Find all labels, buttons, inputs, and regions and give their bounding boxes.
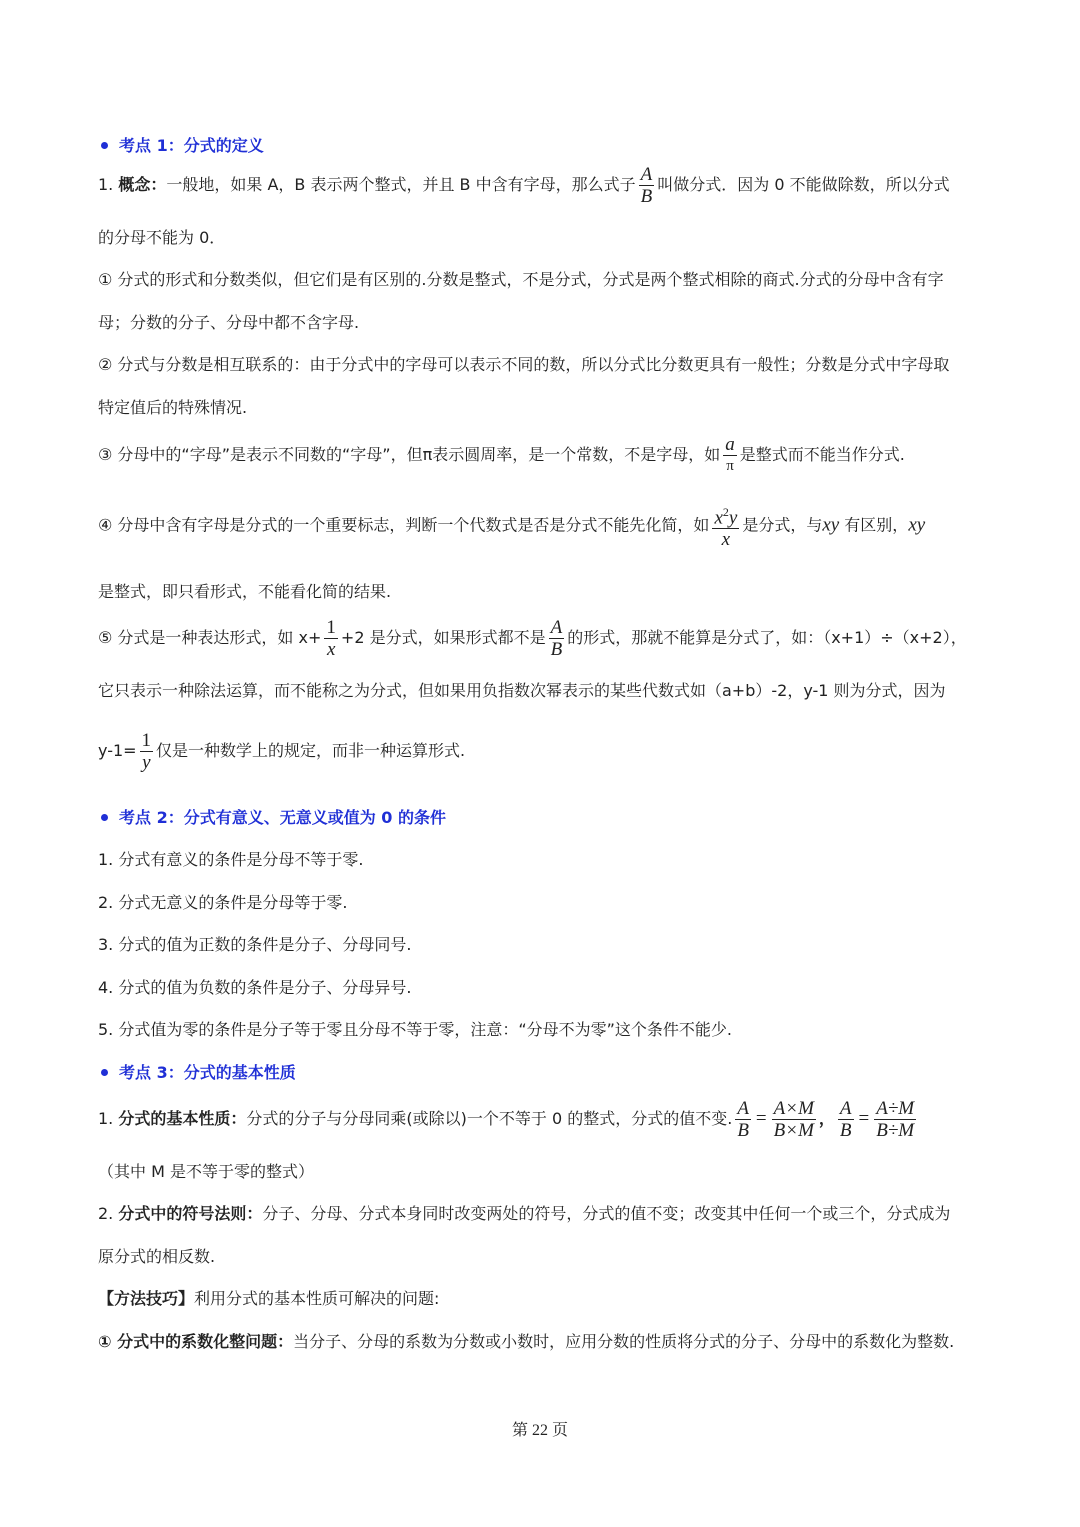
text: 是整式而不能当作分式.	[739, 445, 905, 464]
denominator: B	[550, 639, 563, 660]
denominator: B	[737, 1120, 749, 1141]
denominator: π	[726, 458, 734, 474]
item-1-line: 母；分数的分子、分母中都不含字母.	[98, 313, 360, 332]
text-line: 的分母不能为 0．	[98, 228, 226, 247]
list-item: 2. 分式无意义的条件是分母等于零.	[98, 893, 348, 912]
paragraph-basic-property	[98, 1098, 919, 1141]
tail: y	[728, 507, 738, 529]
text: 一般地，如果 A，B 表示两个整式，并且 B 中含有字母，那么式子	[166, 175, 636, 194]
section-heading-2	[98, 806, 446, 830]
numerator: A	[550, 617, 563, 638]
numerator: A	[737, 1098, 749, 1119]
denominator: B÷M	[876, 1120, 915, 1141]
text: ③ 分母中的“字母”是表示不同数的“字母”，但π表示圆周率，是一个常数，不是字母，如	[98, 445, 721, 464]
text: 有区别，	[844, 515, 909, 535]
denominator: B	[839, 1120, 852, 1141]
text: 是分式，与	[742, 515, 823, 535]
list-item: 1. 分式有意义的条件是分母不等于零.	[98, 850, 364, 869]
heading-text: 考点 3：分式的基本性质	[119, 1063, 296, 1082]
item-2-line: ② 分式与分数是相互联系的：由于分式中的字母可以表示不同的数，所以分式比分数更具有一般性；分数是分式中字母取	[98, 355, 950, 374]
comma: ，	[818, 1109, 835, 1128]
numerator: 1	[141, 730, 152, 751]
denominator: x	[721, 529, 731, 551]
section-heading-1	[98, 134, 264, 158]
equals-sign: =	[755, 1108, 767, 1129]
equals-sign: =	[858, 1108, 870, 1129]
list-item: 4. 分式的值为负数的条件是分子、分母异号.	[98, 978, 412, 997]
heading-text: 考点 2：分式有意义、无意义或值为 0 的条件	[119, 808, 446, 827]
item-1-line: ① 分式的形式和分数类似，但它们是有区别的.分数是整式，不是分式，分式是两个整式相除的商式.分式的分母中含有字	[98, 270, 944, 289]
item-4	[98, 502, 925, 550]
text: 的形式，那就不能算是分式了，如：（x+1）÷（x+2），	[567, 628, 967, 647]
text: ④ 分母中含有字母是分式的一个重要标志，判断一个代数式是否是分式不能先化简，如	[98, 515, 710, 535]
list-number: 1.	[98, 1109, 119, 1128]
section-heading-3	[98, 1061, 296, 1085]
fraction-am-over-bm	[772, 1098, 816, 1141]
bullet-dot-icon	[101, 142, 108, 149]
fraction-x2y-over-x	[712, 502, 739, 550]
fraction-a-div-m-over-b-div-m	[874, 1098, 916, 1141]
paragraph-sign-rule	[98, 1202, 950, 1226]
numerator: A	[839, 1098, 852, 1119]
bold-term: 分式的基本性质：	[118, 1109, 247, 1128]
text: +2 是分式，如果形式都不是	[340, 628, 546, 647]
numerator	[712, 502, 739, 529]
math-xy: xy	[908, 514, 926, 536]
fraction-1-over-y	[140, 730, 154, 773]
item-5-line3	[98, 730, 465, 773]
list-item: 5. 分式值为零的条件是分子等于零且分母不等于零，注意：“分母不为零”这个条件不能少.	[98, 1020, 733, 1039]
fraction-a-over-b	[735, 1098, 751, 1141]
list-item: 3. 分式的值为正数的条件是分子、分母同号.	[98, 935, 412, 954]
text: y-1=	[98, 741, 137, 760]
item-4-line: 是整式，即只看形式，不能看化简的结果.	[98, 582, 392, 601]
item-2-line: 特定值后的特殊情况.	[98, 398, 248, 417]
item-3	[98, 434, 905, 477]
fraction-a-over-pi	[723, 434, 737, 477]
text: 分子、分母、分式本身同时改变两处的符号，分式的值不变；改变其中任何一个或三个，分式成为	[262, 1204, 951, 1223]
text: 分式的分子与分母同乘(或除以)一个不等于 0 的整式，分式的值不变.	[246, 1109, 733, 1128]
bold-term: ① 分式中的系数化整问题：	[98, 1332, 294, 1351]
paragraph-concept	[98, 164, 950, 207]
text: 叫做分式．因为 0 不能做除数，所以分式	[657, 175, 950, 194]
list-number: 2.	[98, 1204, 119, 1223]
bold-term: 概念：	[118, 175, 167, 194]
denominator: y	[142, 752, 151, 773]
numerator: A×M	[773, 1098, 814, 1119]
math-xy: xy	[822, 514, 840, 536]
bullet-dot-icon	[101, 814, 108, 821]
item-5	[98, 617, 967, 660]
numerator: a	[725, 434, 735, 455]
text: 当分子、分母的系数为分数或小数时，应用分数的性质将分式的分子、分母中的系数化为整数.	[293, 1332, 955, 1351]
heading-text: 考点 1：分式的定义	[119, 136, 264, 155]
numerator: A	[640, 164, 653, 185]
denominator: B×M	[773, 1120, 814, 1141]
denominator: B	[640, 186, 653, 207]
numerator: 1	[326, 617, 336, 638]
fraction-a-over-b	[639, 164, 655, 207]
text: 仅是一种数学上的规定，而非一种运算形式.	[156, 741, 466, 760]
exponent: 2	[722, 505, 729, 519]
method-tip	[98, 1287, 439, 1311]
fraction-a-over-b	[838, 1098, 854, 1141]
bullet-dot-icon	[101, 1069, 108, 1076]
text-line: （其中 M 是不等于零的整式）	[98, 1162, 314, 1181]
bold-term: 【方法技巧】	[98, 1289, 195, 1308]
bold-term: 分式中的符号法则：	[118, 1204, 263, 1223]
item-5-line: 它只表示一种除法运算，而不能称之为分式，但如果用负指数次幂表示的某些代数式如（a+b）-2，y-1 则为分式，因为	[98, 681, 946, 700]
base: x	[714, 507, 723, 529]
text-line: 原分式的相反数.	[98, 1247, 216, 1266]
denominator: x	[326, 639, 336, 660]
numerator: A÷M	[876, 1098, 915, 1119]
list-number: 1.	[98, 175, 119, 194]
page-number: 第 22 页	[511, 1422, 568, 1439]
text: 利用分式的基本性质可解决的问题:	[194, 1289, 440, 1308]
fraction-1-over-x	[324, 617, 338, 660]
fraction-a-over-b	[549, 617, 565, 660]
text: ⑤ 分式是一种表达形式，如 x+	[98, 628, 322, 647]
method-item-1	[98, 1330, 954, 1354]
